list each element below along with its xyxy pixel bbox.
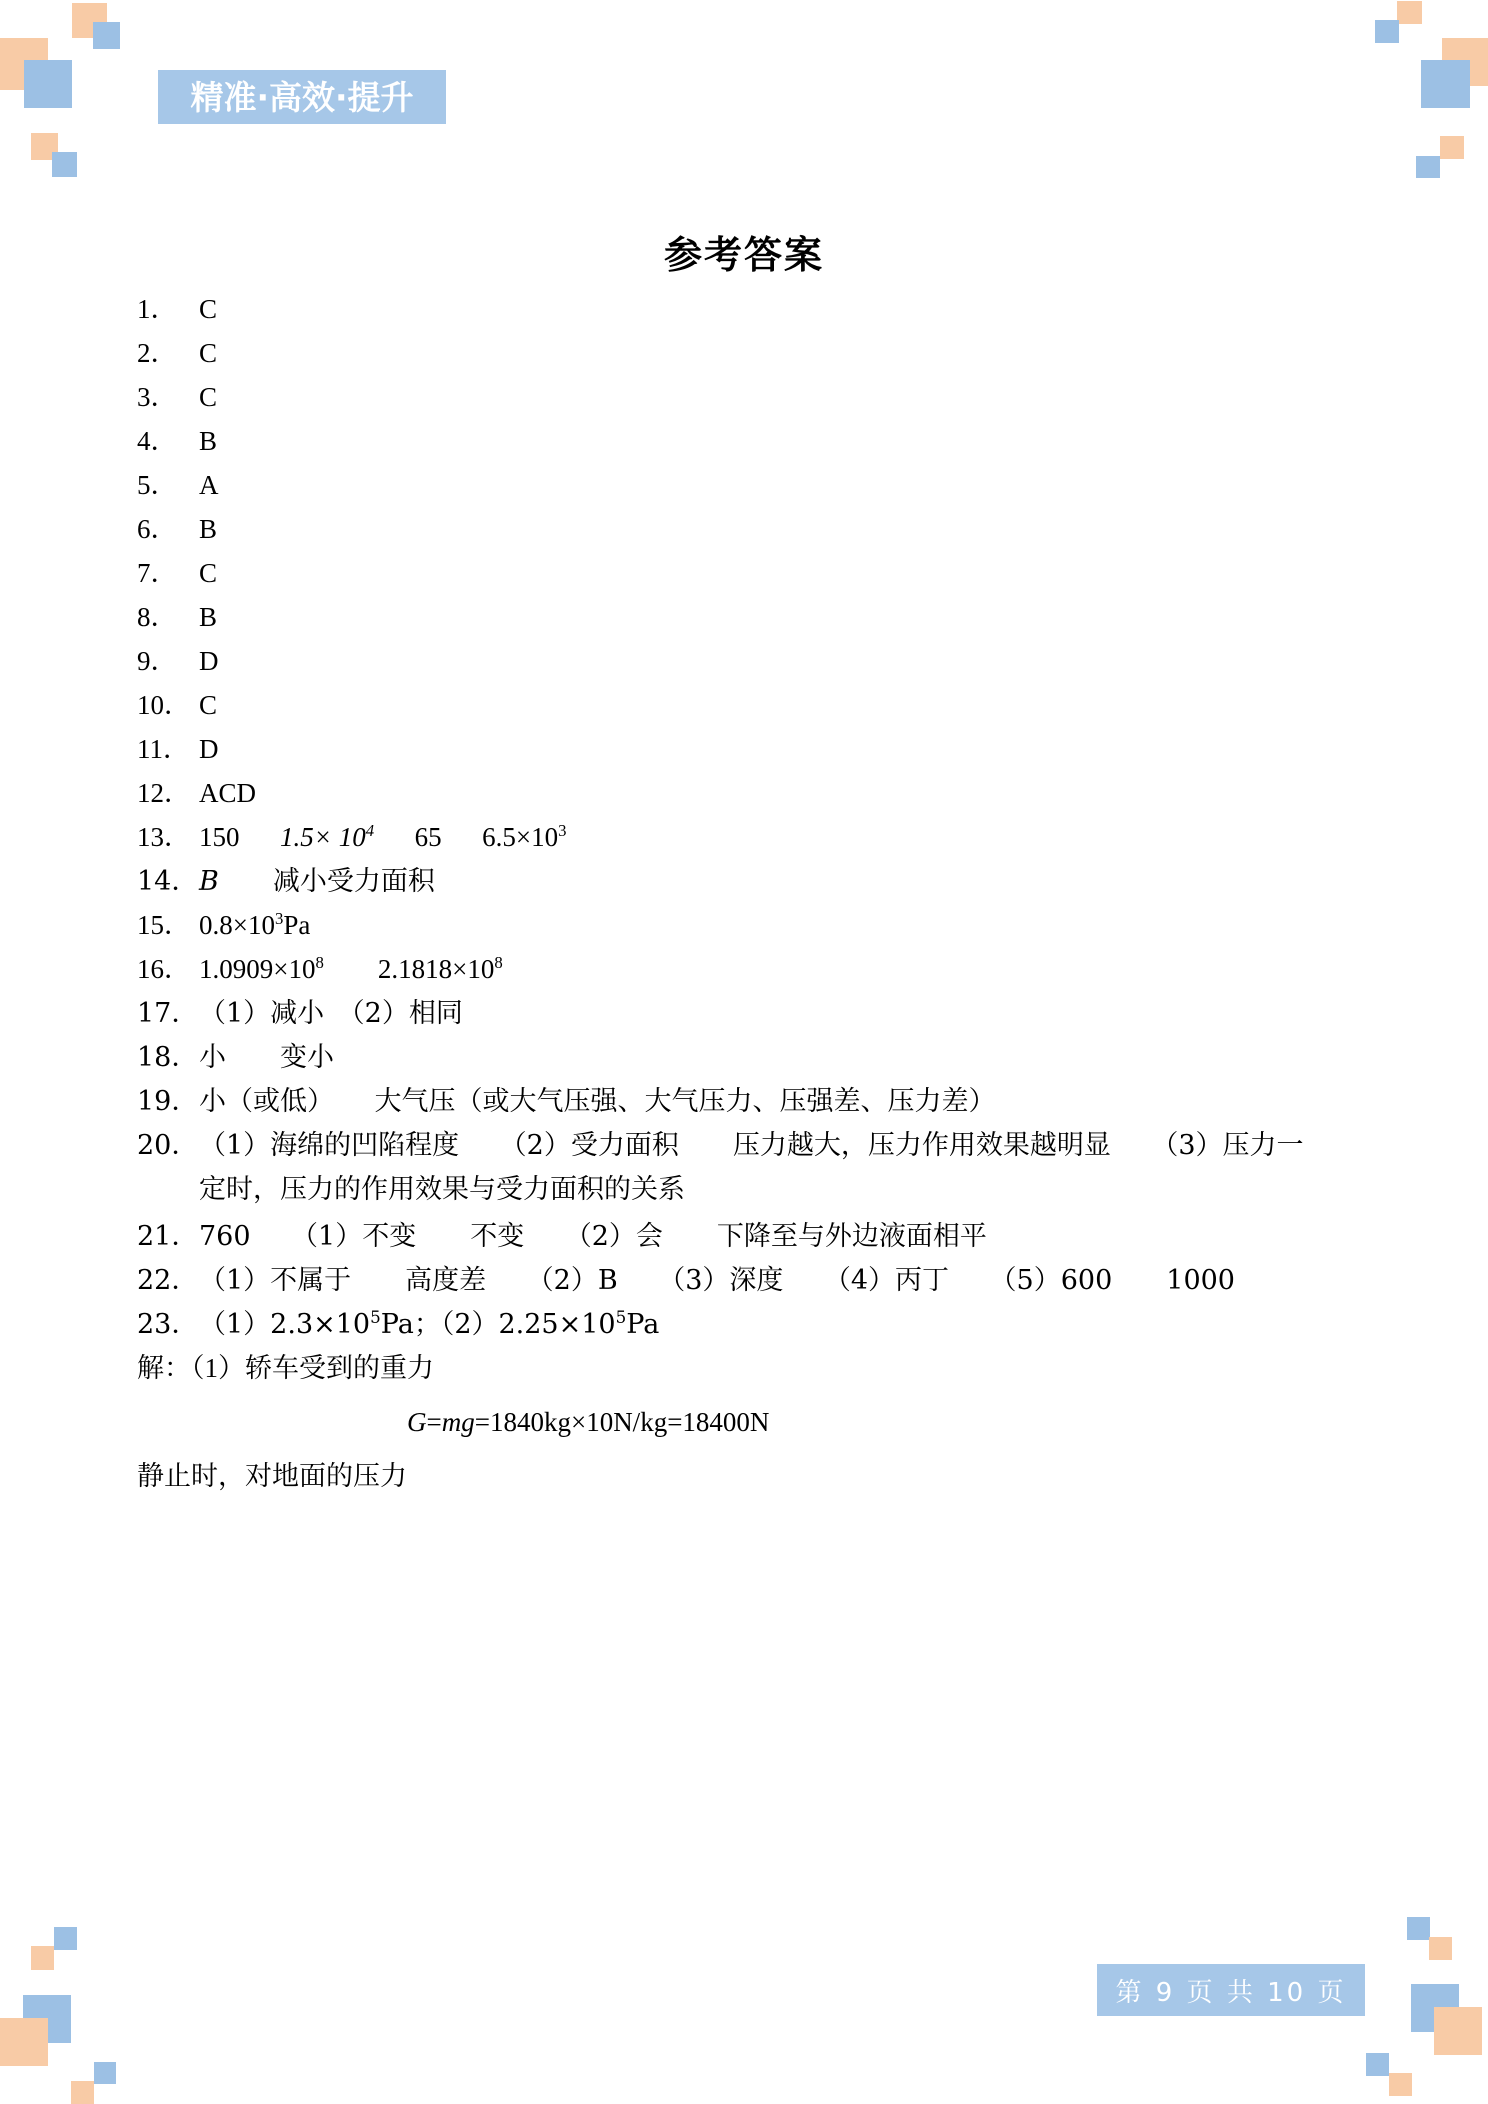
decor-square-blue-br-3	[1366, 2053, 1389, 2076]
answer-item-4	[137, 428, 1367, 455]
answer-text	[199, 1307, 1367, 1340]
page-title: 参考答案	[663, 233, 824, 277]
answer-item-8	[137, 604, 1367, 631]
answer-text: 760 （1）不变 不变 （2）会 下降至与外边液面相平	[199, 1221, 987, 1252]
answer-item-5	[137, 472, 1367, 499]
decor-square-blue-tl-1	[93, 22, 120, 49]
answer-number: 22．	[137, 1265, 199, 1296]
decor-square-peach-bl-2	[0, 2018, 48, 2066]
answer-number: 5．	[137, 470, 178, 500]
answer-number: 23．	[137, 1309, 199, 1340]
answer-text	[199, 868, 1367, 895]
answer-number: 7．	[137, 558, 178, 588]
answer13-part2	[280, 822, 374, 852]
answer14-option: B	[199, 866, 219, 897]
answer15-exponent: 3	[274, 909, 284, 928]
answer-item-12	[137, 780, 1367, 807]
answer15-unit: Pa	[283, 910, 311, 940]
answer-text: B	[199, 514, 218, 544]
answer-number: 4．	[137, 426, 178, 456]
page-number-badge	[1097, 1964, 1365, 2016]
page-number-text: 第 9 页 共 10 页	[1115, 1977, 1347, 2008]
decor-square-blue-tl-3	[52, 152, 77, 177]
answer-item-2	[137, 340, 1367, 367]
answer13-part4-exponent: 3	[558, 821, 567, 840]
decor-square-blue-br-1	[1407, 1917, 1430, 1940]
answer-item-22	[137, 1267, 1367, 1294]
answer-number: 14．	[137, 866, 199, 897]
answer-text: （1）海绵的凹陷程度 （2）受力面积 压力越大，压力作用效果越明显 （3）压力一	[199, 1130, 1304, 1161]
decor-square-peach-br-1	[1429, 1937, 1452, 1960]
answer13-part1: 150	[199, 822, 240, 852]
answer-number: 21．	[137, 1221, 199, 1252]
answer-number: 18．	[137, 1042, 199, 1073]
answer-number: 9．	[137, 646, 178, 676]
decor-square-peach-tr-1	[1397, 1, 1422, 24]
answer-number: 20．	[137, 1130, 199, 1161]
answer16-b-mantissa: 2.1818×10	[377, 954, 495, 984]
answer-text: C	[199, 382, 218, 412]
answer-number: 15．	[137, 910, 191, 940]
solution-line-2: 静止时，对地面的压力	[137, 1461, 407, 1491]
answer-number: 16．	[137, 954, 191, 984]
answer23-mid: Pa；（2）2.25×10	[380, 1309, 616, 1340]
answer-text: （1）减小 （2）相同	[199, 998, 463, 1029]
answer13-part2-mantissa: 1.5× 10	[280, 822, 366, 852]
answer-item-21	[137, 1223, 1367, 1250]
answer-text: C	[199, 338, 218, 368]
answer-item-17	[137, 1000, 1367, 1027]
answer-number: 10．	[137, 690, 191, 720]
answer23-exponent-1: 5	[370, 1307, 381, 1327]
answer-item-13	[137, 821, 1367, 852]
decor-square-peach-br-3	[1389, 2073, 1412, 2096]
answer-text	[199, 821, 1367, 852]
answer-item-20	[137, 1132, 1367, 1159]
answer23-prefix: （1）2.3×10	[199, 1309, 371, 1340]
answer13-part2-exponent: 4	[365, 821, 375, 840]
answer-item-9	[137, 648, 1367, 675]
answer-number: 3．	[137, 382, 178, 412]
solution-formula	[137, 1409, 1367, 1436]
answer-text: 小（或低） 大气压（或大气压强、大气压力、压强差、压力差）	[199, 1086, 996, 1117]
answer-number: 11．	[137, 734, 190, 764]
answer-text	[199, 953, 1367, 984]
answer-item-3	[137, 384, 1367, 411]
answer-text: C	[199, 558, 218, 588]
answer-text: C	[199, 294, 218, 324]
decor-square-peach-tr-3	[1440, 136, 1464, 159]
answer-text	[199, 909, 1367, 940]
answer13-part4-mantissa: 6.5×10	[482, 822, 559, 852]
answer-item-15	[137, 909, 1367, 940]
answer-number: 6．	[137, 514, 178, 544]
answer16-a-exponent: 8	[315, 953, 324, 972]
brand-banner-text: 精准·高效·提升	[190, 77, 414, 117]
answer-number: 19．	[137, 1086, 199, 1117]
answer-item-10	[137, 692, 1367, 719]
answer13-part4	[482, 822, 566, 852]
decor-square-blue-bl-3	[94, 2062, 116, 2084]
answer16-a-mantissa: 1.0909×10	[199, 954, 316, 984]
decor-square-peach-br-2	[1434, 2007, 1482, 2055]
answer23-exponent-2: 5	[615, 1307, 627, 1327]
answer-text: （1）不属于 高度差 （2）B （3）深度 （4）丙丁 （5）600 1000	[199, 1265, 1235, 1296]
answer16-b-exponent: 8	[494, 953, 503, 972]
answer-number: 12．	[137, 778, 191, 808]
answer-text: D	[199, 646, 219, 676]
solution-line-1: 解：（1）轿车受到的重力	[137, 1353, 434, 1383]
answer-text: B	[199, 426, 218, 456]
decor-square-peach-bl-1	[31, 1946, 54, 1970]
answer-item-7	[137, 560, 1367, 587]
formula-symbol-mg: mg	[441, 1407, 475, 1437]
decor-square-blue-tr-1	[1375, 20, 1399, 43]
answer-list	[137, 296, 1367, 1517]
answer-item-6	[137, 516, 1367, 543]
decor-square-blue-tl-2	[24, 60, 72, 108]
answer-item-23	[137, 1307, 1367, 1340]
answer-number: 13．	[137, 822, 191, 852]
formula-equals: =	[426, 1407, 442, 1437]
answer-text: ACD	[199, 778, 257, 808]
answer-item-19	[137, 1088, 1367, 1115]
decor-square-blue-tr-3	[1416, 156, 1440, 178]
answer-number: 1．	[137, 294, 178, 324]
answer-item-20-continuation: 定时，压力的作用效果与受力面积的关系	[199, 1174, 685, 1204]
answer-item-16	[137, 953, 1367, 984]
formula-rest: =1840kg×10N/kg=18400N	[474, 1407, 770, 1437]
answer-text: C	[199, 690, 218, 720]
brand-banner	[158, 70, 446, 124]
answer-item-1	[137, 296, 1367, 323]
answer23-suffix: Pa	[626, 1309, 660, 1340]
answer-item-14	[137, 868, 1367, 895]
answer-item-11	[137, 736, 1367, 763]
decor-square-peach-bl-3	[71, 2081, 94, 2104]
decor-square-blue-tr-2	[1421, 60, 1470, 108]
answer-item-18	[137, 1044, 1367, 1071]
answer-number: 2．	[137, 338, 178, 368]
answer-text: D	[199, 734, 219, 764]
formula-symbol-g: G	[407, 1407, 427, 1437]
answer-number: 8．	[137, 602, 178, 632]
answer-text: 小 变小	[199, 1042, 334, 1073]
answer-number: 17．	[137, 998, 199, 1029]
answer13-part3: 65	[414, 822, 442, 852]
answer15-mantissa: 0.8×10	[199, 910, 275, 940]
answer14-rest: 减小受力面积	[272, 866, 435, 897]
answer-text: B	[199, 602, 218, 632]
answer-text: A	[199, 470, 219, 500]
decor-square-blue-bl-1	[54, 1927, 77, 1950]
